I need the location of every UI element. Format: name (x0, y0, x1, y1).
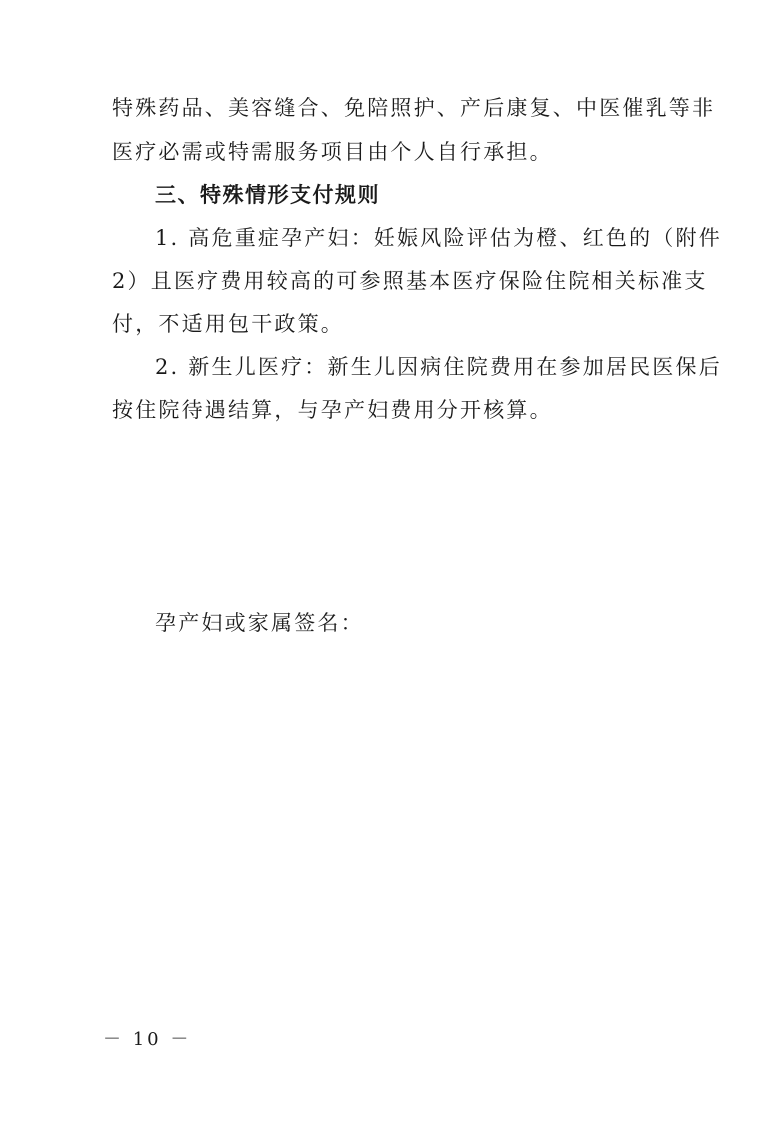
paragraph-line: 特殊药品、美容缝合、免陪照护、产后康复、中医催乳等非 (112, 96, 716, 120)
item-1-line: 1. 高危重症孕产妇：妊娠风险评估为橙、红色的（附件 (155, 226, 722, 250)
page-number: － 10 － (103, 1029, 192, 1050)
item-1-line: 付，不适用包干政策。 (112, 312, 344, 336)
signature-label: 孕产妇或家属签名： (155, 611, 364, 635)
section-heading: 三、特殊情形支付规则 (155, 183, 380, 207)
item-2-line: 按住院待遇结算，与孕产妇费用分开核算。 (112, 398, 553, 422)
paragraph-line: 医疗必需或特需服务项目由个人自行承担。 (112, 140, 553, 164)
item-1-line: 2）且医疗费用较高的可参照基本医疗保险住院相关标准支 (112, 269, 708, 293)
item-2-line: 2. 新生儿医疗：新生儿因病住院费用在参加居民医保后 (155, 355, 722, 379)
